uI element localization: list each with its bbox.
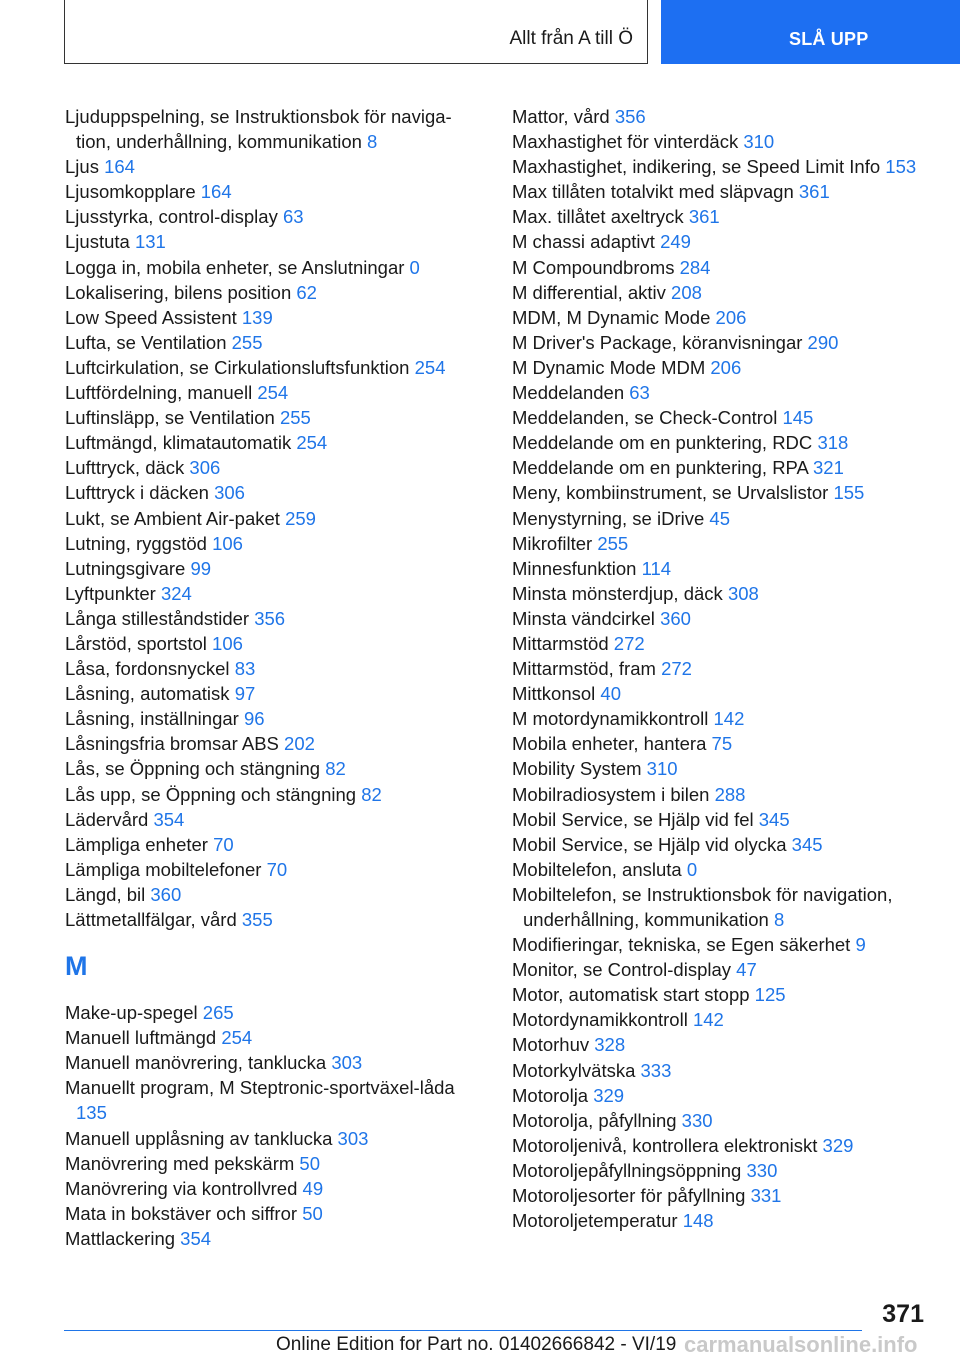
index-entry-text: Motor, automatisk start stopp [512, 984, 750, 1006]
index-entry [65, 430, 465, 455]
page-link[interactable]: 330 [746, 1159, 778, 1181]
index-entry [512, 832, 932, 857]
index-tab-label: Allt från A till Ö [509, 28, 633, 49]
index-entry [512, 1108, 932, 1133]
index-entry-text: Motorhuv [512, 1034, 590, 1056]
index-entry-text: Låsning, inställningar [65, 708, 239, 730]
index-entry-text: Logga in, mobila enheter, se Anslutningar [65, 256, 405, 278]
page-link[interactable]: 40 [600, 683, 621, 705]
index-entry [512, 1007, 932, 1032]
index-entry [512, 305, 932, 330]
index-entry-text: Make-up-spegel [65, 1002, 198, 1024]
index-entry [65, 1176, 465, 1201]
index-entry-text: Mobil Service, se Hjälp vid fel [512, 808, 754, 830]
index-entry [512, 129, 932, 154]
index-entry-text: Luftinsläpp, se Ventilation [65, 407, 275, 429]
index-entry-text: Manövrering med pekskärm [65, 1152, 295, 1174]
page-link[interactable]: 328 [594, 1034, 626, 1056]
page-link[interactable]: 254 [221, 1027, 253, 1049]
index-entry-text: Mattor, vård [512, 106, 610, 127]
index-entry-text: Luftfördelning, manuell [65, 382, 253, 404]
index-entry-text: Minsta mönsterdjup, däck [512, 582, 723, 604]
page-link[interactable]: 0 [409, 256, 420, 278]
index-entry [512, 1158, 932, 1183]
page-link[interactable]: 99 [190, 557, 212, 579]
page-link[interactable]: 254 [296, 432, 328, 454]
index-entry-text: Motoroljenivå, kontrollera elektroniskt [512, 1134, 818, 1156]
page-link[interactable]: 272 [613, 632, 645, 654]
index-entry-text: Lås upp, se Öppning och stängning [65, 783, 357, 805]
index-entry [65, 480, 465, 505]
index-entry [65, 832, 465, 857]
page-link[interactable]: 202 [284, 733, 315, 755]
index-entry [65, 756, 465, 781]
index-entry [65, 857, 465, 882]
page-link[interactable]: 62 [296, 281, 317, 303]
footer-divider [64, 1330, 862, 1331]
page-link[interactable]: 310 [646, 758, 678, 780]
index-entry [65, 1025, 465, 1050]
index-entry [65, 681, 465, 706]
index-entry-text: Manuellt program, M Steptronic-sportväxel-låda [65, 1077, 455, 1099]
page-link[interactable]: 63 [282, 206, 304, 228]
index-entry-text: Meddelande om en punktering, RDC [512, 432, 813, 454]
index-entry-text: Lättmetallfälgar, vård [65, 909, 237, 930]
index-entry-text: Lufta, se Ventilation [65, 331, 227, 353]
page-link[interactable]: 272 [661, 658, 692, 680]
page-link[interactable]: 8 [367, 131, 378, 153]
index-entry [65, 380, 465, 405]
index-entry [65, 807, 465, 832]
page-link[interactable]: 303 [337, 1127, 369, 1149]
page-link[interactable]: 142 [692, 1009, 724, 1031]
page-link[interactable]: 63 [629, 382, 650, 404]
index-entry [65, 1151, 465, 1176]
page-link[interactable]: 330 [681, 1109, 713, 1131]
page-link[interactable]: 131 [134, 231, 166, 253]
index-entry [65, 229, 465, 254]
page-link[interactable]: 255 [597, 532, 629, 554]
index-entry [65, 104, 465, 154]
index-entry-text: Maxhastighet, indikering, se Speed Limit Info [512, 156, 881, 178]
page-link[interactable]: 265 [202, 1002, 234, 1024]
index-entry-text: Mittarmstöd, fram [512, 658, 656, 680]
index-entry [512, 932, 932, 957]
index-entry-text: Motorolja, påfyllning [512, 1109, 677, 1131]
index-entry-text: Lås, se Öppning och stängning [65, 758, 321, 780]
page-link[interactable]: 206 [710, 356, 742, 378]
page-link[interactable]: 333 [640, 1059, 672, 1081]
page-link[interactable]: 255 [231, 331, 263, 353]
page-link[interactable]: 331 [750, 1185, 782, 1207]
index-entry [512, 1083, 932, 1108]
page-link[interactable]: 50 [299, 1152, 320, 1174]
index-entry [512, 656, 932, 681]
index-entry-text: M chassi adaptivt [512, 231, 655, 253]
page-link[interactable]: 329 [822, 1134, 854, 1156]
index-entry [65, 1000, 465, 1025]
index-entry-text: Meddelande om en punktering, RPA [512, 457, 808, 479]
index-entry-text: Lårstöd, sportstol [65, 632, 207, 654]
index-entry [65, 731, 465, 756]
index-entry-text: Luftcirkulation, se Cirkulationsluftsfunktion [65, 356, 410, 378]
index-entry [512, 1183, 932, 1208]
index-entry-text: Lämpliga mobiltelefoner [65, 858, 262, 880]
page-link[interactable]: 345 [758, 808, 790, 830]
page-link[interactable]: 355 [241, 909, 273, 930]
index-entry-text: Meddelanden [512, 382, 625, 404]
index-entry [512, 1133, 932, 1158]
index-entry-text: Mittkonsol [512, 683, 596, 705]
index-entry-text: Lutningsgivare [65, 557, 186, 579]
page-link[interactable]: 303 [331, 1052, 363, 1074]
index-entry-text: Mikrofilter [512, 532, 593, 554]
page-link[interactable]: 360 [660, 607, 691, 629]
index-entry [65, 204, 465, 229]
index-entry [65, 531, 465, 556]
index-entry-text: Lyftpunkter [65, 582, 156, 604]
index-entry [65, 305, 465, 330]
watermark: carmanualsonline.info [684, 1332, 918, 1357]
index-entry-text: Mobilradiosystem i bilen [512, 783, 710, 805]
index-entry-text: Low Speed Assistent [65, 306, 237, 328]
index-entry [65, 706, 465, 731]
edition-text: Online Edition for Part no. 01402666842 - VI/19 [276, 1334, 677, 1355]
page-link[interactable]: 356 [614, 106, 646, 127]
index-column-right [512, 104, 932, 1233]
index-entry-text: Ljus [65, 156, 99, 178]
index-entry [65, 154, 465, 179]
page-link[interactable]: 125 [754, 984, 786, 1006]
page-link[interactable]: 45 [709, 507, 730, 529]
index-entry-text: Mobility System [512, 758, 642, 780]
index-entry-text: M Dynamic Mode MDM [512, 356, 706, 378]
index-entry [512, 1208, 932, 1233]
page-link[interactable]: 310 [743, 131, 775, 153]
page-link[interactable]: 318 [817, 432, 849, 454]
index-entry [65, 280, 465, 305]
index-entry [512, 882, 932, 932]
page-link[interactable]: 361 [798, 181, 830, 203]
index-entry [512, 756, 932, 781]
page-link[interactable]: 164 [104, 156, 135, 178]
page-link[interactable]: 153 [885, 156, 917, 178]
page-link[interactable]: 75 [711, 733, 733, 755]
index-entry-text: M differential, aktiv [512, 281, 666, 303]
index-list-m [65, 1000, 465, 1251]
page-link[interactable]: 70 [266, 858, 288, 880]
index-entry-text: M motordynamikkontroll [512, 708, 709, 730]
index-entry [65, 1075, 465, 1125]
index-entry [512, 179, 932, 204]
page-link[interactable]: 47 [736, 959, 757, 981]
index-entry-text: Manuell manövrering, tanklucka [65, 1052, 327, 1074]
page-link[interactable]: 308 [727, 582, 759, 604]
page-link[interactable]: 0 [686, 858, 698, 880]
index-entry-text: Meny, kombiinstrument, se Urvalslistor [512, 482, 829, 504]
index-entry [65, 506, 465, 531]
index-entry-text: Lutning, ryggstöd [65, 532, 207, 554]
index-entry-text: Mittarmstöd [512, 632, 609, 654]
page-link[interactable]: 361 [688, 206, 720, 228]
index-entry [65, 1050, 465, 1075]
index-entry-text: Minsta vändcirkel [512, 607, 655, 629]
index-entry [512, 556, 932, 581]
page-link[interactable]: 49 [302, 1177, 324, 1199]
index-entry [65, 179, 465, 204]
page-link[interactable]: 306 [189, 457, 221, 479]
index-entry [512, 229, 932, 254]
page-link[interactable]: 321 [813, 457, 844, 479]
index-entry [65, 255, 465, 280]
index-entry-text: Lokalisering, bilens position [65, 281, 292, 303]
index-entry [512, 531, 932, 556]
page-link[interactable]: 83 [234, 658, 256, 680]
index-entry [512, 731, 932, 756]
page-link[interactable]: 155 [833, 482, 865, 504]
search-button[interactable] [661, 0, 960, 64]
index-entry-text: Max. tillåtet axeltryck [512, 206, 684, 228]
index-entry-text: Menystyrning, se iDrive [512, 507, 705, 529]
index-entry-text: Lufttryck i däcken [65, 482, 209, 504]
index-entry [512, 430, 932, 455]
index-entry [65, 1201, 465, 1226]
index-entry [65, 631, 465, 656]
index-list-l [65, 104, 465, 932]
index-entry-text: Motordynamikkontroll [512, 1009, 688, 1031]
index-entry [512, 581, 932, 606]
index-entry [512, 782, 932, 807]
index-entry-text: Maxhastighet för vinterdäck [512, 131, 739, 153]
index-entry-text: Meddelanden, se Check-Control [512, 407, 778, 429]
index-entry [65, 355, 465, 380]
page-link[interactable]: 114 [641, 557, 672, 579]
index-entry [512, 104, 932, 129]
index-entry-text: Lukt, se Ambient Air-paket [65, 507, 280, 529]
index-entry [512, 154, 932, 179]
index-entry [512, 506, 932, 531]
index-entry [512, 706, 932, 731]
index-entry-text: Ljustuta [65, 231, 130, 253]
index-entry-text: Mobiltelefon, ansluta [512, 858, 682, 880]
page-link[interactable]: 50 [302, 1202, 323, 1224]
index-entry [65, 405, 465, 430]
page-link[interactable]: 106 [212, 532, 243, 554]
page-link[interactable]: 97 [234, 683, 256, 705]
index-entry-text: Mattlackering [65, 1227, 176, 1249]
index-entry-text: Mata in bokstäver och siffror [65, 1202, 298, 1224]
page-link[interactable]: 255 [279, 407, 311, 429]
index-entry-text: Lädervård [65, 808, 149, 830]
index-column-left [65, 104, 465, 1251]
page-link[interactable]: 96 [243, 708, 265, 730]
index-entry [65, 907, 465, 932]
page-link[interactable]: 306 [214, 482, 245, 504]
index-entry-text: Låsning, automatisk [65, 683, 230, 705]
index-entry [65, 1226, 465, 1251]
page-link[interactable]: 254 [414, 356, 446, 378]
index-entry [512, 455, 932, 480]
index-entry-text: Ljusstyrka, control-display [65, 206, 278, 228]
index-entry-text: Motorkylvätska [512, 1059, 636, 1081]
index-list-m-continued [512, 104, 932, 1233]
index-entry-text: Motoroljetemperatur [512, 1210, 678, 1232]
index-entry [512, 480, 932, 505]
index-entry-text: M Driver's Package, köranvisningar [512, 331, 803, 353]
index-entry [65, 782, 465, 807]
index-entry [65, 1126, 465, 1151]
index-entry [65, 556, 465, 581]
index-entry [512, 204, 932, 229]
page-link[interactable]: 142 [713, 708, 745, 730]
index-entry [65, 455, 465, 480]
page-link[interactable]: 290 [807, 331, 839, 353]
page-link[interactable]: 82 [361, 783, 382, 805]
index-entry [512, 355, 932, 380]
page-link[interactable]: 208 [671, 281, 702, 303]
index-entry-text: Manuell upplåsning av tanklucka [65, 1127, 333, 1149]
index-entry-text: Låsningsfria bromsar ABS [65, 733, 279, 755]
index-entry-text: Minnesfunktion [512, 557, 637, 579]
index-entry-text: Låsa, fordonsnyckel [65, 658, 230, 680]
index-entry [512, 982, 932, 1007]
page-link[interactable]: 148 [682, 1210, 714, 1232]
page-link[interactable]: 9 [855, 934, 866, 956]
index-entry [512, 681, 932, 706]
page-link[interactable]: 360 [150, 883, 182, 905]
page-link[interactable]: 354 [153, 808, 185, 830]
page-number: 371 [882, 1300, 924, 1328]
index-entry-text: Motoroljesorter för påfyllning [512, 1185, 746, 1207]
page-link[interactable]: 106 [212, 632, 243, 654]
page-link[interactable]: 354 [180, 1227, 212, 1249]
section-letter-m: M [65, 951, 88, 982]
index-entry [65, 330, 465, 355]
index-entry-text: Ljusomkopplare [65, 181, 196, 203]
page-link[interactable]: 288 [714, 783, 746, 805]
index-entry-text: Mobiltelefon, se Instruktionsbok för navigation, underhållning, kommunikation [512, 883, 893, 930]
index-entry-text: Lämpliga enheter [65, 833, 208, 855]
index-entry-text: Manuell luftmängd [65, 1027, 217, 1049]
search-button-label: SLÅ UPP [789, 29, 869, 49]
page-link[interactable]: 329 [593, 1084, 625, 1106]
index-entry [512, 280, 932, 305]
index-entry [65, 581, 465, 606]
index-entry [512, 405, 932, 430]
index-entry-text: Max tillåten totalvikt med släpvagn [512, 181, 794, 203]
index-entry-text: Ljuduppspelning, se Instruktionsbok för naviga-tion, underhållning, kommunikation [65, 106, 452, 153]
index-entry [65, 656, 465, 681]
index-entry [65, 606, 465, 631]
index-entry-text: Motoroljepåfyllningsöppning [512, 1159, 742, 1181]
page-link[interactable]: 356 [254, 607, 286, 629]
index-entry [512, 631, 932, 656]
index-entry-text: Långa stilleståndstider [65, 607, 250, 629]
index-entry [65, 882, 465, 907]
index-entry [512, 380, 932, 405]
index-entry-text: Luftmängd, klimatautomatik [65, 432, 292, 454]
page-link[interactable]: 82 [325, 758, 346, 780]
index-entry-text: Mobil Service, se Hjälp vid olycka [512, 833, 787, 855]
index-entry-text: Modifieringar, tekniska, se Egen säkerhet [512, 934, 851, 956]
index-tab[interactable] [64, 0, 648, 64]
top-navigation-bar [0, 0, 960, 66]
page-link[interactable]: 259 [285, 507, 316, 529]
index-entry-text: Manövrering via kontrollvred [65, 1177, 298, 1199]
index-entry-text: M Compoundbroms [512, 256, 675, 278]
page-link[interactable]: 254 [257, 382, 289, 404]
index-entry-text: Monitor, se Control-display [512, 959, 732, 981]
index-entry [512, 807, 932, 832]
index-entry-text: Mobila enheter, hantera [512, 733, 707, 755]
page-link[interactable]: 135 [76, 1102, 107, 1124]
index-entry [512, 857, 932, 882]
page-link[interactable]: 8 [773, 909, 785, 930]
page-link[interactable]: 206 [715, 306, 747, 328]
page-link[interactable]: 145 [782, 407, 814, 429]
index-entry [512, 1058, 932, 1083]
index-entry [512, 957, 932, 982]
index-entry [512, 255, 932, 280]
page-link[interactable]: 70 [213, 833, 234, 855]
page-link[interactable]: 249 [660, 231, 691, 253]
index-entry [512, 330, 932, 355]
page-link[interactable]: 324 [160, 582, 192, 604]
index-entry-text: Motorolja [512, 1084, 589, 1106]
index-entry [512, 1032, 932, 1057]
page-link[interactable]: 284 [679, 256, 711, 278]
page-link[interactable]: 139 [241, 306, 273, 328]
page-link[interactable]: 345 [791, 833, 823, 855]
page-link[interactable]: 164 [200, 181, 232, 203]
index-entry-text: Längd, bil [65, 883, 146, 905]
index-entry [512, 606, 932, 631]
index-entry-text: MDM, M Dynamic Mode [512, 306, 711, 328]
index-entry-text: Lufttryck, däck [65, 457, 185, 479]
